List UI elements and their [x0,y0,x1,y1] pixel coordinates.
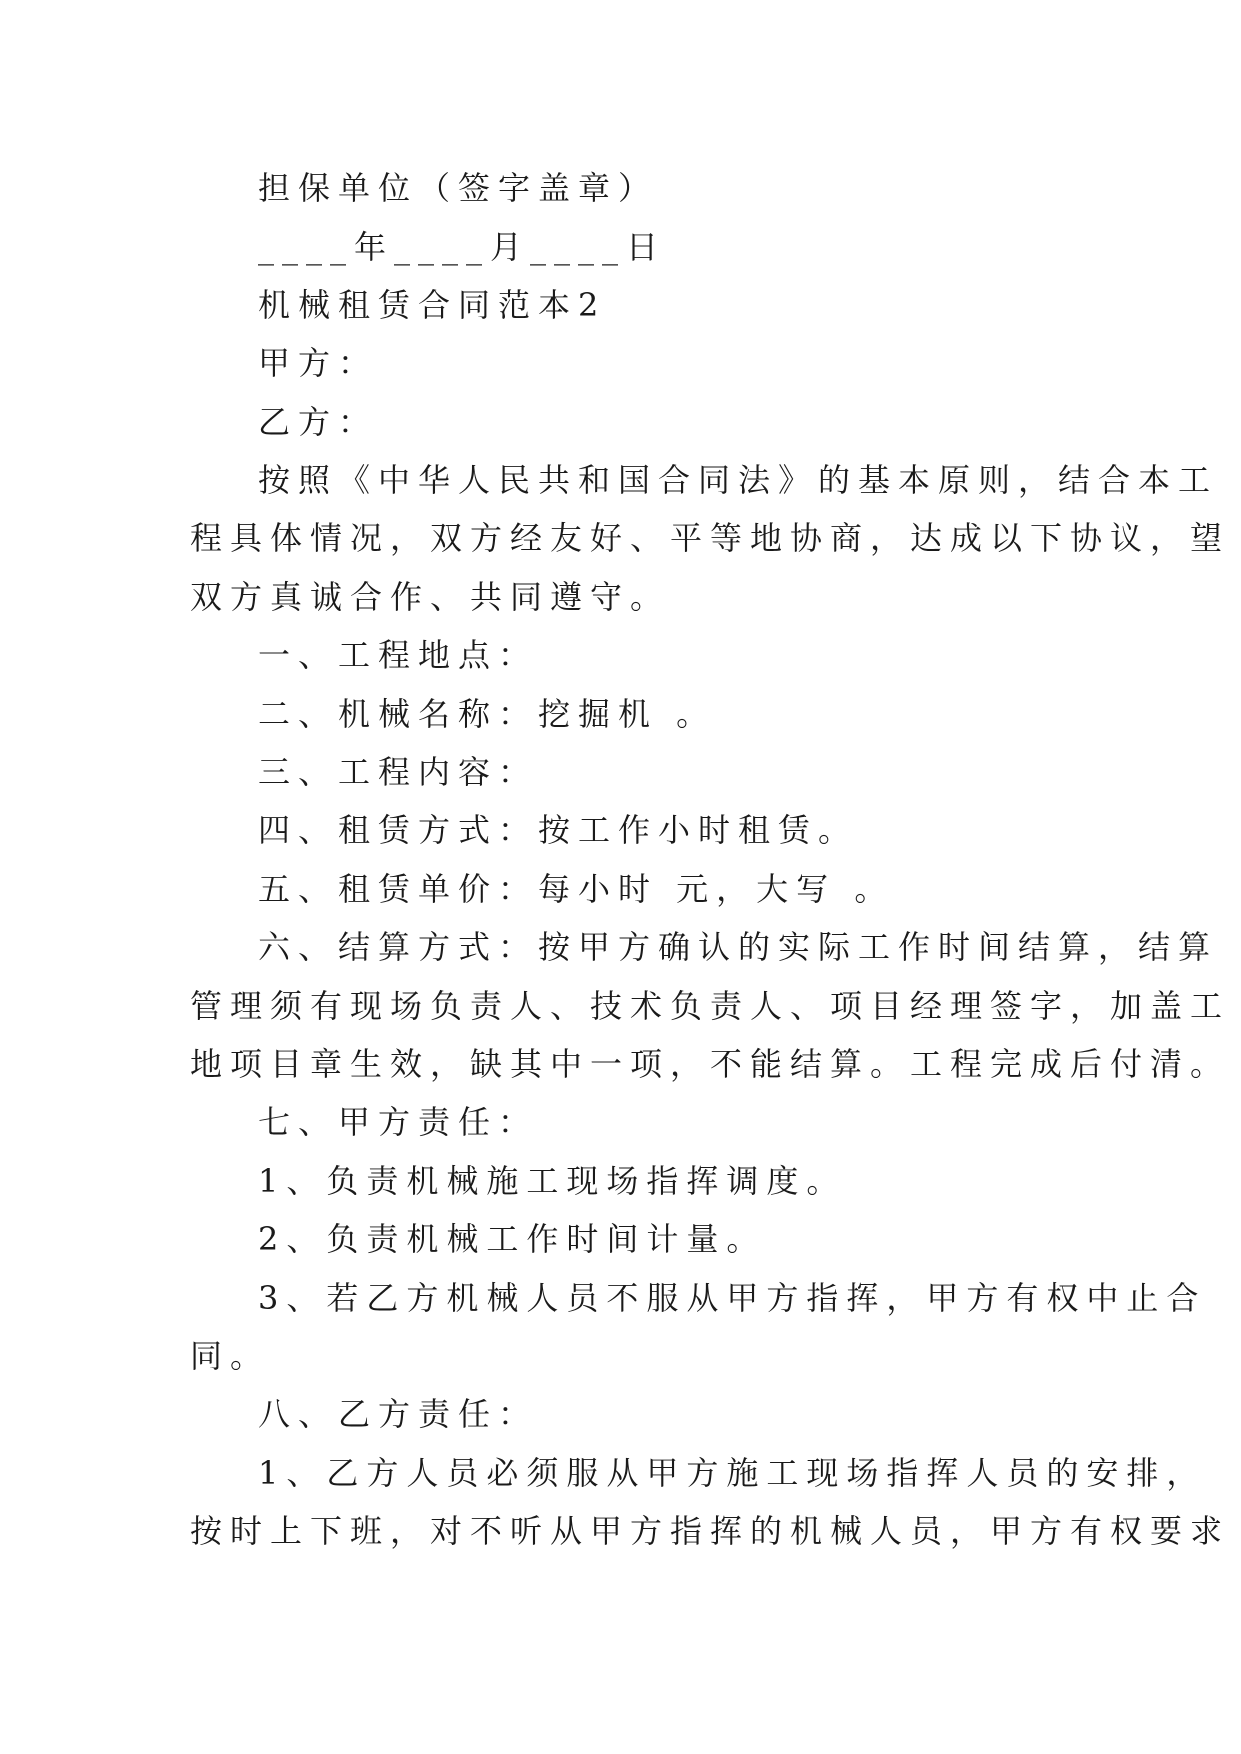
clause-7-heading: 七、甲方责任： [258,1103,539,1141]
contract-title: 机械租赁合同范本2 [258,286,607,324]
clause-6-line-1: 六、结算方式：按甲方确认的实际工作时间结算，结算 [258,928,1219,966]
clause-1: 一、工程地点： [258,636,539,674]
clause-7-item-3-line-1: 3、若乙方机械人员不服从甲方指挥，甲方有权中止合 [258,1279,1207,1317]
clause-7-item-3-line-2: 同。 [190,1337,271,1375]
clause-4: 四、租赁方式：按工作小时租赁。 [258,811,859,849]
party-a-line: 甲方： [258,344,379,382]
date-line: ____年____月____日 [258,228,667,266]
clause-5: 五、租赁单价：每小时 元，大写 。 [258,870,895,908]
preamble-line-1: 按照《中华人民共和国合同法》的基本原则，结合本工 [258,461,1219,499]
clause-8-heading: 八、乙方责任： [258,1395,539,1433]
clause-6-line-2: 管理须有现场负责人、技术负责人、项目经理签字，加盖工 [190,987,1231,1025]
clause-7-item-2: 2、负责机械工作时间计量。 [258,1220,767,1258]
party-b-line: 乙方： [258,403,379,441]
clause-6-line-3: 地项目章生效，缺其中一项，不能结算。工程完成后付清。 [190,1045,1231,1083]
clause-8-item-1-line-2: 按时上下班，对不听从甲方指挥的机械人员，甲方有权要求 [190,1512,1231,1550]
guarantor-signature-line: 担保单位（签字盖章） [258,169,659,207]
clause-2: 二、机械名称：挖掘机 。 [258,695,717,733]
preamble-line-3: 双方真诚合作、共同遵守。 [190,578,671,616]
preamble-line-2: 程具体情况，双方经友好、平等地协商，达成以下协议，望 [190,519,1231,557]
clause-7-item-1: 1、负责机械施工现场指挥调度。 [258,1162,847,1200]
clause-8-item-1-line-1: 1、乙方人员必须服从甲方施工现场指挥人员的安排， [258,1454,1207,1492]
clause-3: 三、工程内容： [258,753,539,791]
